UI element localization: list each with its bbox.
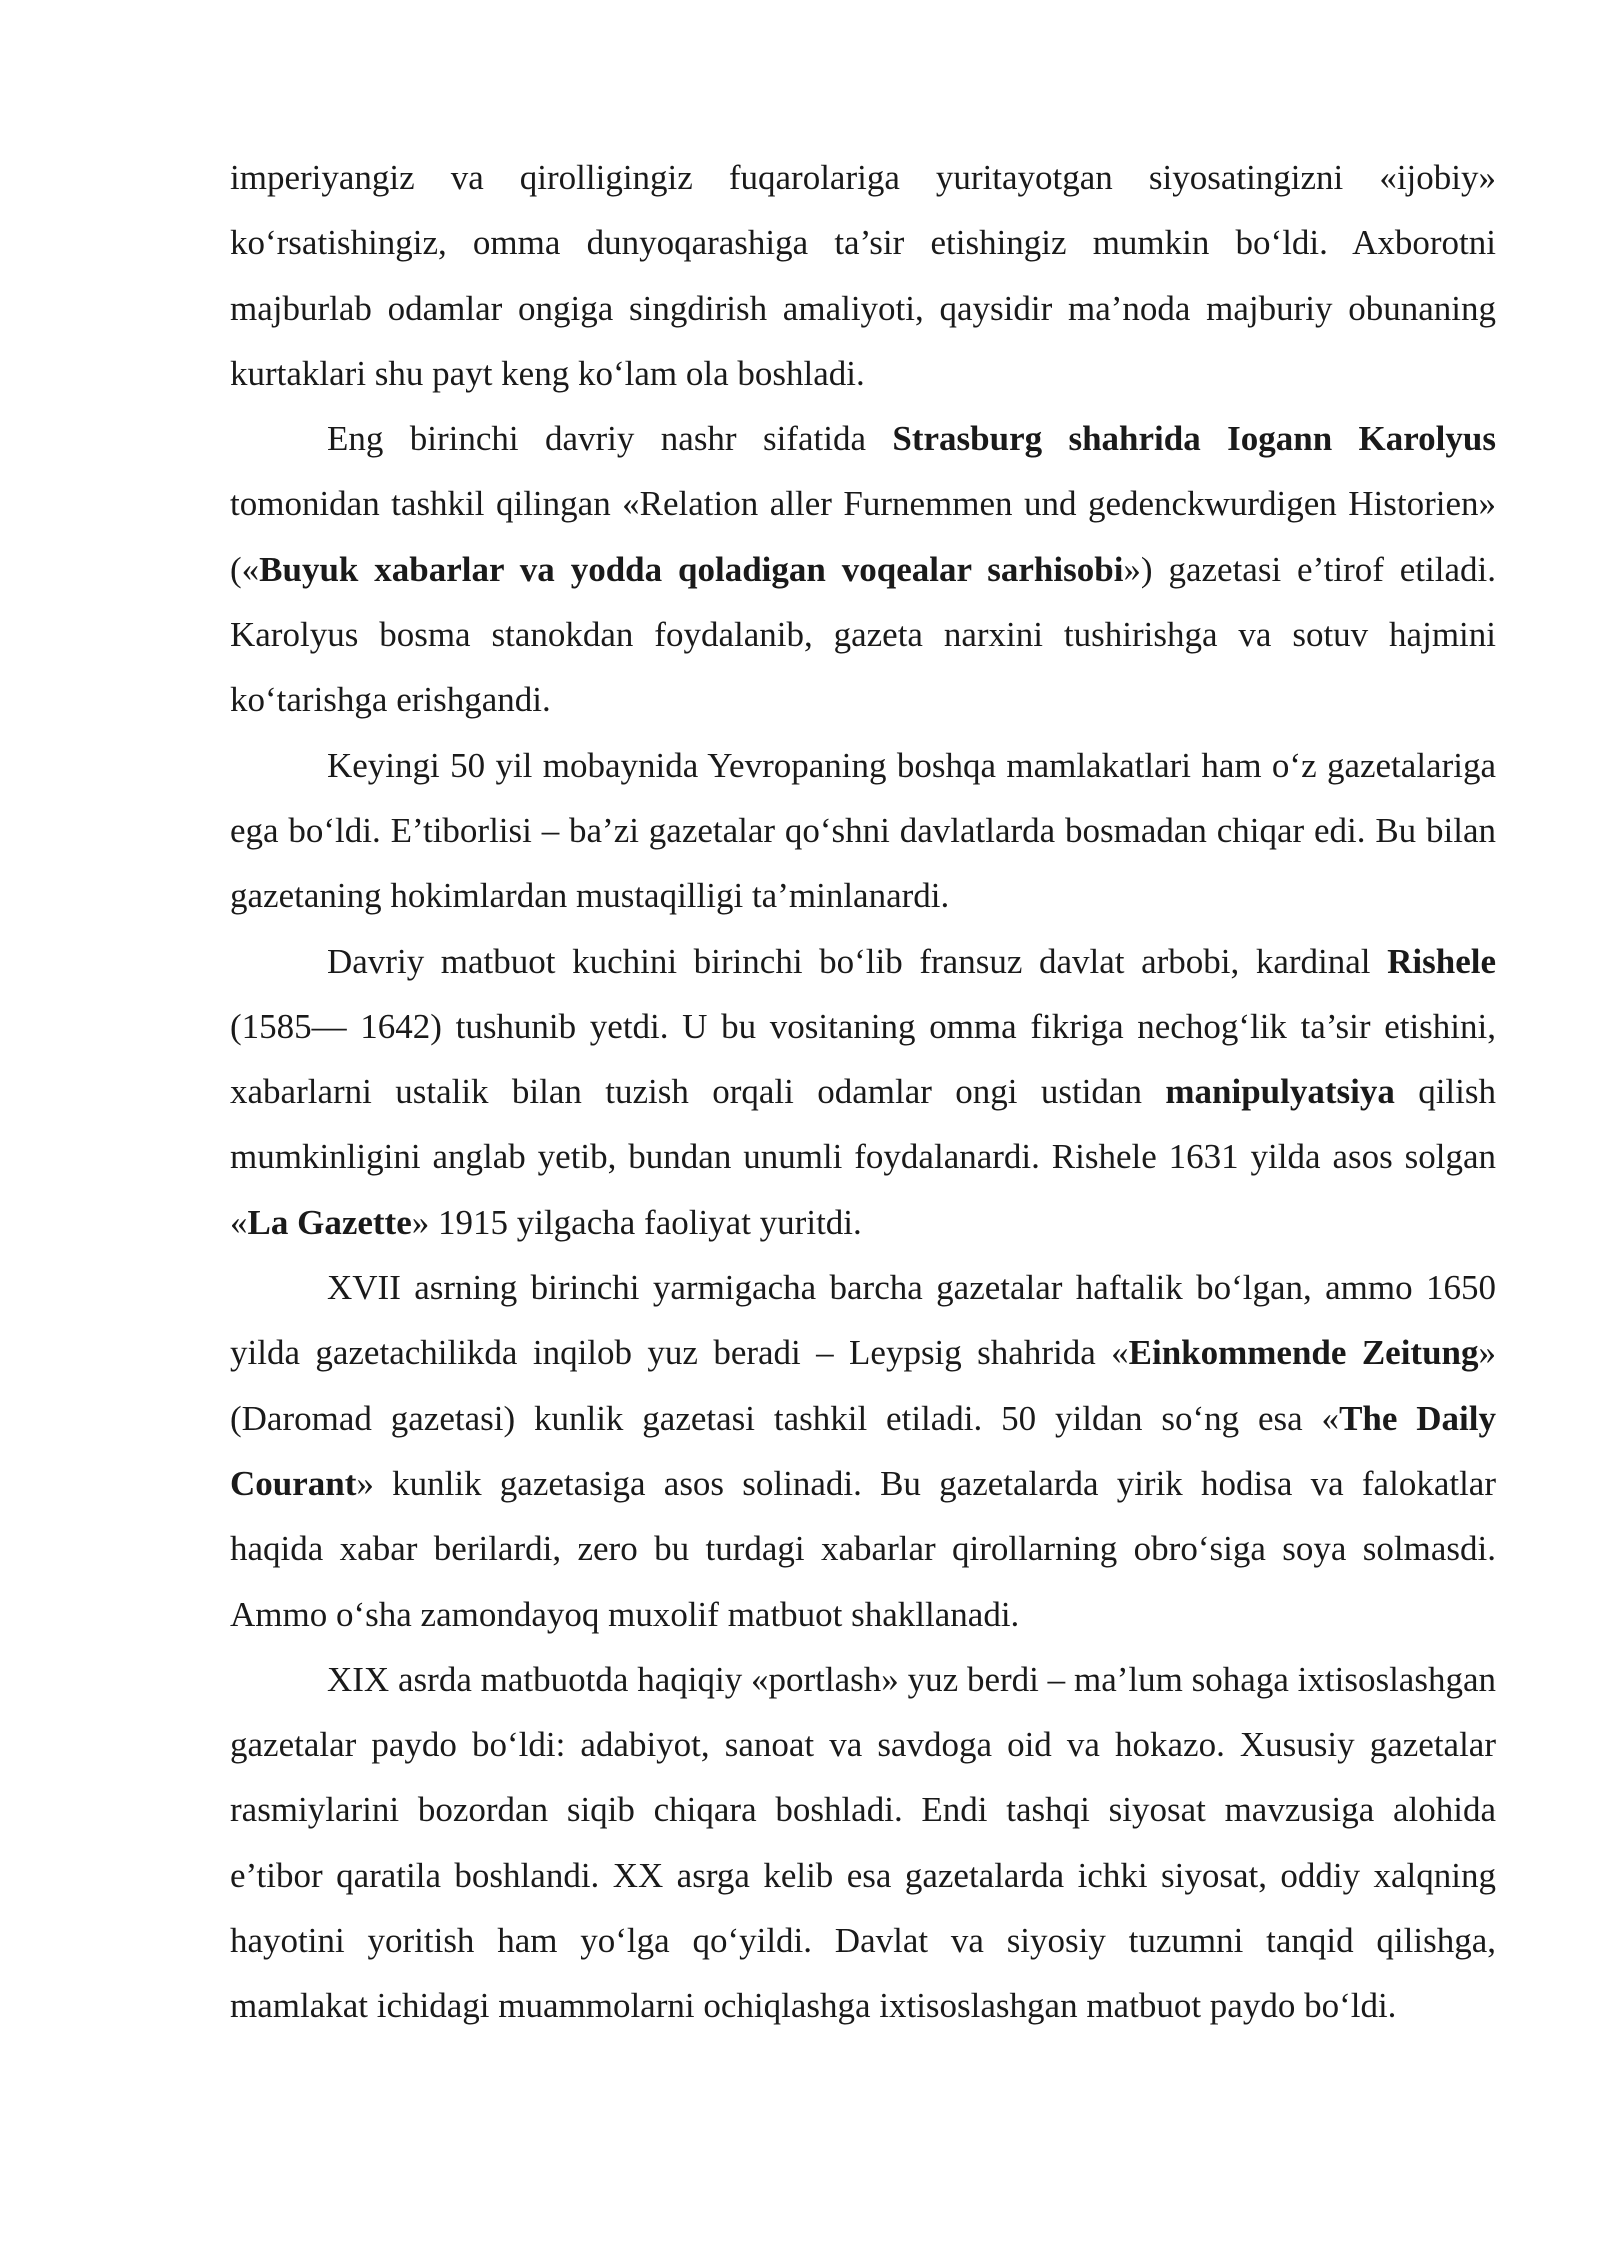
text-run: » kunlik gazetasiga asos solinadi. Bu gazetalarda yirik hodisa va falokatlar haqida xabar berilardi, zero bu turdagi xabarlar qirollarning obro‘siga soya solmasdi. Ammo o‘sha zamondayoq muxolif matbuot shakllanadi. [230,1463,1496,1634]
paragraph [230,1647,1496,2039]
text-run: qilish mumkinligini anglab yetib, bundan unumli foydalanardi. Rishele 1631 yilda asos solgan « [230,1072,1497,1242]
paragraph [230,406,1496,732]
bold-text: Buyuk xabarlar va yodda qoladigan voqealar sarhisobi [259,549,1124,589]
document-body [230,145,1496,2039]
bold-text: Strasburg shahrida Iogann Karolyus [892,419,1496,459]
paragraph [230,929,1496,1255]
text-run: tomonidan tashkil qilingan «Relation aller Furnemmen und gedenckwurdigen Historien» (« [230,484,1496,589]
paragraph [230,1255,1496,1647]
paragraph [230,145,1496,406]
paragraph [230,733,1496,929]
bold-text: manipulyatsiya [1165,1072,1395,1112]
text-run: Eng birinchi davriy nashr sifatida [327,419,893,459]
text-run: Davriy matbuot kuchini birinchi bo‘lib fransuz davlat arbobi, kardinal [327,941,1388,981]
text-run: » 1915 yilgacha faoliyat yuritdi. [411,1202,862,1242]
text-run: imperiyangiz va qirolligingiz fuqarolariga yuritayotgan siyosatingizni «ijobiy» ko‘rsatishingiz, omma dunyoqarashiga ta’sir etishingiz mumkin bo‘ldi. Axborotni majburlab odamlar ongiga singdirish amaliyoti, qaysidir ma’noda majburiy obunaning kurtaklari shu payt keng ko‘lam ola boshladi. [230,158,1496,393]
text-run: (1585— 1642) tushunib yetdi. U bu vositaning omma fikriga nechog‘lik ta’sir etishini, xabarlarni ustalik bilan tuzish orqali odamlar ongi ustidan [230,1006,1496,1112]
bold-text: The Daily Courant [230,1398,1496,1503]
text-run: ») gazetasi e’tirof etiladi. Karolyus bosma stanokdan foydalanib, gazeta narxini tushirishga va sotuv hajmini ko‘tarishga erishgandi. [230,549,1496,720]
text-run: » (Daromad gazetasi) kunlik gazetasi tashkil etiladi. 50 yildan so‘ng esa « [230,1333,1497,1438]
text-run: XVII asrning birinchi yarmigacha barcha gazetalar haftalik bo‘lgan, ammo 1650 yilda gazetachilikda inqilob yuz beradi – Leypsig shahrida « [230,1268,1496,1373]
text-run: Keyingi 50 yil mobaynida Yevropaning boshqa mamlakatlari ham o‘z gazetalariga ega bo‘ldi. E’tiborlisi – ba’zi gazetalar qo‘shni davlatlarda bosmadan chiqar edi. Bu bilan gazetaning hokimlardan mustaqilligi ta’minlanardi. [230,745,1496,916]
bold-text: La Gazette [247,1202,412,1242]
text-run: XIX asrda matbuotda haqiqiy «portlash» yuz berdi – ma’lum sohaga ixtisoslashgan gazetalar paydo bo‘ldi: adabiyot, sanoat va savdoga oid va hokazo. Xususiy gazetalar rasmiylarini bozordan siqib chiqara boshladi. Endi tashqi siyosat mavzusiga alohida e’tibor qaratila boshlandi. XX asrga kelib esa gazetalarda ichki siyosat, oddiy xalqning hayotini yoritish ham yo‘lga qo‘yildi. Davlat va siyosiy tuzumni tanqid qilishga, mamlakat ichidagi muammolarni ochiqlashga ixtisoslashgan matbuot paydo bo‘ldi. [230,1659,1496,2026]
bold-text: Rishele [1387,941,1496,981]
bold-text: Einkommende Zeitung [1128,1333,1479,1373]
